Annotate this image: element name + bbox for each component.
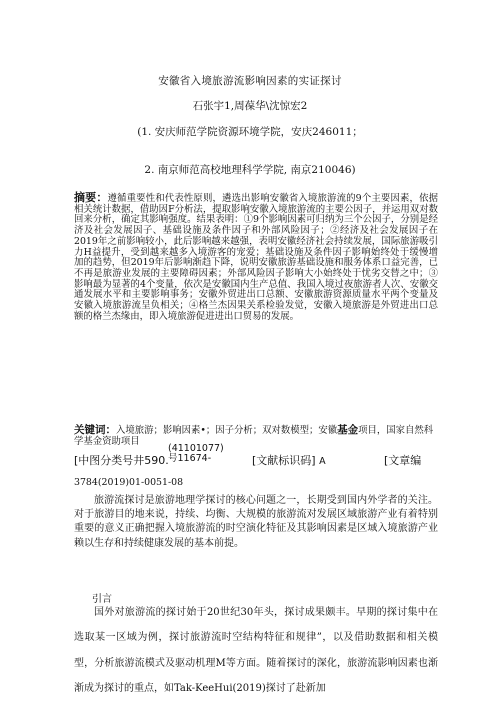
article-number: 3784(2019)01-0051-08	[74, 477, 184, 488]
class-number-label: [中图分类号井590.	[74, 454, 169, 467]
body-paragraph-2: 国外对旅游流的探讨始于20世纪30年头，探讨成果颇丰。早期的探讨集中在选取某一区域为例，探讨旅游流时空结构特征和规律”，以及借助数据和相关模型，分析旅游流模式及驱动机理M等方面。随着探讨的深化，旅游流影响因素也渐渐成为探讨的重点，如Tak-KeeHui(2019)探讨了赴新加	[74, 607, 438, 695]
doc-code	[252, 452, 326, 468]
keywords-fund-text: 项目，国家自然科学基金资助项目	[74, 425, 434, 447]
classification-row	[74, 443, 464, 474]
affiliation-1: (1. 安庆师范学院资源环境学院，安庆246011；	[137, 126, 363, 138]
abstract-label: 摘要：	[74, 191, 108, 204]
doc-code-label: [文献标识码]	[252, 454, 316, 467]
fund-number-top: (41101077)	[168, 443, 224, 454]
fund-number	[168, 444, 224, 464]
body-paragraph-1: 旅游流探讨是旅游地理学探讨的核心问题之一，长期受到国内外学者的关注。对于旅游目的地来说，持续、均衡、大规模的旅游流对发展区域旅游产业有着特别重要的意义正确把握入境旅游流的时空演化特征及其影响因素是区域入境旅游产业赖以生存和持续健康发展的基本前提。	[74, 495, 438, 549]
paper-title: 安徽省入境旅游流影响因素的实证探讨	[158, 75, 342, 87]
keywords-fund-emphasis: 基金	[337, 424, 359, 436]
keywords-label: 关键词：	[74, 424, 116, 436]
author-list: 石张宇1,周葆华\沈惊宏2	[192, 100, 308, 112]
keywords-text: 入境旅游；影响因素•；因子分析；双对数模型；安徽	[116, 425, 338, 436]
abstract-text: 遵循重要性和代表性原则，遴选出影响安徽省入境旅游流的9个主要因素，依据相关统计数据，借助因F分析法，提取影响安徽入境旅游流的主要公因子，并运用双对数回来分析，确定其影响强度。结果表明：①9个影响因素可归纳为三个公因子，分别是经济及社会发展因子、基础设施及条件因子和外部风险因子；②经济及社会发展因子在2019年之前影响较小，此后影响越来越强，表明安徽经济社会持续发展，国际旅游吸引力H益提升，受到越来越多入境游客的宠爱；基础设施及条件因子影响始终处于缓慢增加的趋势，但2019年后影响渐趋下降，说明安徽旅游基础设施和服务体系口益完善，已不再是旅游业发展的主要障碍因素；外部风险因子影响大小始终处于忧劣交替之中；③影响最为显著的4个变量，依次是安徽国内生产总值、我国入境过夜旅游者人次、安徽交通发展水平和主要影响事务；安徽外贸进出口总额、安徽旅游资源质量水平两个变量及安徽入境旅游流呈负相关；④格兰杰因果关系检验发觉，安徽入境旅游是外贸进出口总额的格兰杰缘由，即入境旅游促进进出口贸易的发展。	[74, 193, 439, 322]
doc-code-value: A	[319, 456, 326, 467]
keywords	[74, 425, 438, 447]
article-number-label: [文章编	[384, 454, 422, 467]
section-heading-intro: 引言	[92, 594, 112, 605]
affiliation-2: 2. 南京师范高校地理科学学院, 南京210046)	[144, 164, 356, 176]
fund-number-bottom: 号11674-	[168, 453, 212, 464]
abstract	[74, 193, 438, 322]
